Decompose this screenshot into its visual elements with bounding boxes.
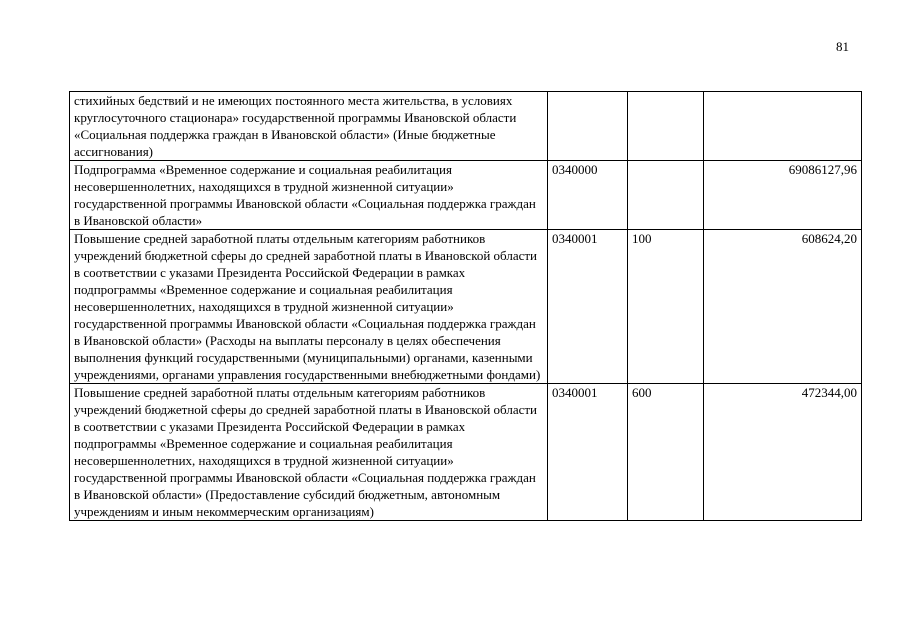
row-code-cell: 0340000 xyxy=(548,161,628,230)
row-code-cell: 0340001 xyxy=(548,230,628,384)
row-name-cell: Подпрограмма «Временное содержание и социальная реабилитация несовершеннолетних, находящихся в трудной жизненной ситуации» государственной программы Ивановской области «Социальная поддержка граждан в Ивановской области» xyxy=(70,161,548,230)
row-name-cell: стихийных бедствий и не имеющих постоянного места жительства, в условиях круглосуточного стационара» государственной программы Ивановской области «Социальная поддержка граждан в Ивановской области» (Иные бюджетные ассигнования) xyxy=(70,92,548,161)
table-row xyxy=(70,230,862,384)
table-row xyxy=(70,161,862,230)
table-row xyxy=(70,92,862,161)
row-code-cell xyxy=(548,92,628,161)
row-name-cell: Повышение средней заработной платы отдельным категориям работников учреждений бюджетной сферы до средней заработной платы в Ивановской области в соответствии с указами Президента Российской Федерации в рамках подпрограммы «Временное содержание и социальная реабилитация несовершеннолетних, находящихся в трудной жизненной ситуации» государственной программы Ивановской области «Социальная поддержка граждан в Ивановской области» (Расходы на выплаты персоналу в целях обеспечения выполнения функций государственными (муниципальными) органами, казенными учреждениями, органами управления государственными внебюджетными фондами) xyxy=(70,230,548,384)
page-number: 81 xyxy=(836,39,849,54)
row-sum-cell: 472344,00 xyxy=(704,384,862,521)
row-name-cell: Повышение средней заработной платы отдельным категориям работников учреждений бюджетной сферы до средней заработной платы в Ивановской области в соответствии с указами Президента Российской Федерации в рамках подпрограммы «Временное содержание и социальная реабилитация несовершеннолетних, находящихся в трудной жизненной ситуации» государственной программы Ивановской области «Социальная поддержка граждан в Ивановской области» (Предоставление субсидий бюджетным, автономным учреждениям и иным некоммерческим организациям) xyxy=(70,384,548,521)
row-sum-cell: 69086127,96 xyxy=(704,161,862,230)
row-code-cell: 0340001 xyxy=(548,384,628,521)
row-sum-cell xyxy=(704,92,862,161)
row-type-cell: 600 xyxy=(628,384,704,521)
budget-table xyxy=(69,91,862,521)
table-row xyxy=(70,384,862,521)
row-type-cell: 100 xyxy=(628,230,704,384)
row-type-cell xyxy=(628,92,704,161)
row-type-cell xyxy=(628,161,704,230)
row-sum-cell: 608624,20 xyxy=(704,230,862,384)
